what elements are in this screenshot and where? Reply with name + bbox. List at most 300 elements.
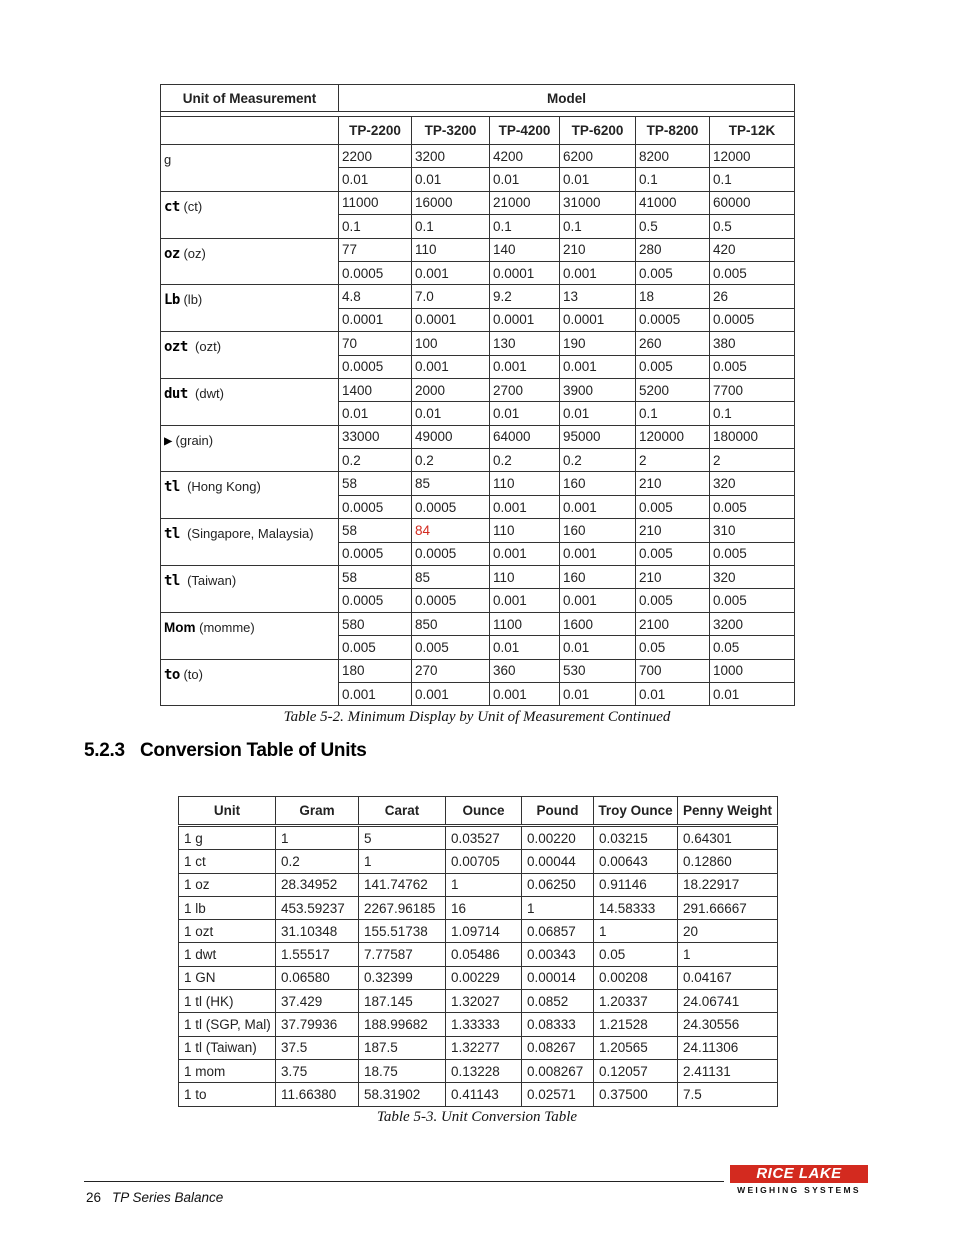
conversion-cell: 37.5 xyxy=(276,1036,359,1059)
conversion-cell: 14.58333 xyxy=(594,896,678,919)
capacity-cell: 2200 xyxy=(339,145,412,168)
resolution-cell: 0.005 xyxy=(710,495,795,518)
conversion-cell: 0.2 xyxy=(276,850,359,873)
model-header-cell: TP-4200 xyxy=(490,117,560,145)
resolution-cell: 0.001 xyxy=(560,589,636,612)
resolution-cell: 0.1 xyxy=(710,402,795,425)
conversion-cell: 1 xyxy=(276,826,359,850)
table-row xyxy=(161,378,795,401)
resolution-cell: 0.2 xyxy=(412,449,490,472)
resolution-cell: 0.001 xyxy=(412,355,490,378)
conversion-cell: 24.11306 xyxy=(678,1036,778,1059)
unit-cell xyxy=(161,191,339,238)
resolution-cell: 0.01 xyxy=(339,402,412,425)
capacity-cell: 140 xyxy=(490,238,560,261)
unit-cell xyxy=(161,425,339,472)
unit-display-symbol: ozt xyxy=(164,339,188,356)
capacity-cell: 41000 xyxy=(636,191,710,214)
model-header-cell: TP-6200 xyxy=(560,117,636,145)
conversion-cell: 1 xyxy=(446,873,522,896)
capacity-cell: 120000 xyxy=(636,425,710,448)
capacity-cell: 320 xyxy=(710,566,795,589)
capacity-cell: 110 xyxy=(412,238,490,261)
capacity-cell: 70 xyxy=(339,332,412,355)
capacity-cell: 180 xyxy=(339,659,412,682)
section-heading xyxy=(84,740,367,762)
model-header-cell: TP-12K xyxy=(710,117,795,145)
table-row xyxy=(179,1059,778,1082)
footer-rule xyxy=(84,1181,724,1182)
page-number: 26 xyxy=(86,1190,102,1205)
resolution-cell: 0.005 xyxy=(710,589,795,612)
resolution-cell: 0.0005 xyxy=(339,355,412,378)
resolution-cell: 0.01 xyxy=(490,168,560,191)
conversion-cell: 0.05 xyxy=(594,943,678,966)
conversion-cell: 5 xyxy=(359,826,446,850)
conversion-column-header: Unit xyxy=(179,797,276,826)
resolution-cell: 0.01 xyxy=(339,168,412,191)
conversion-cell: 1.32027 xyxy=(446,990,522,1013)
capacity-cell: 700 xyxy=(636,659,710,682)
unit-cell xyxy=(161,519,339,566)
capacity-cell: 4200 xyxy=(490,145,560,168)
conversion-column-header: Pound xyxy=(522,797,594,826)
conversion-cell: 37.429 xyxy=(276,990,359,1013)
conversion-cell: 28.34952 xyxy=(276,873,359,896)
capacity-cell: 160 xyxy=(560,472,636,495)
conversion-cell: 1.55517 xyxy=(276,943,359,966)
capacity-cell: 1600 xyxy=(560,612,636,635)
unit-display-symbol: tl xyxy=(164,526,180,543)
conversion-cell: 2267.96185 xyxy=(359,896,446,919)
conversion-cell: 0.00014 xyxy=(522,966,594,989)
conversion-cell: 0.00343 xyxy=(522,943,594,966)
conversion-cell: 1 xyxy=(678,943,778,966)
capacity-cell: 33000 xyxy=(339,425,412,448)
conversion-column-header: Ounce xyxy=(446,797,522,826)
resolution-cell: 0.01 xyxy=(490,636,560,659)
rice-lake-logo xyxy=(730,1165,870,1199)
resolution-cell: 0.5 xyxy=(636,215,710,238)
table-row xyxy=(179,990,778,1013)
unit-cell xyxy=(161,332,339,379)
resolution-cell: 0.0005 xyxy=(412,495,490,518)
conversion-cell: 0.00229 xyxy=(446,966,522,989)
capacity-cell: 6200 xyxy=(560,145,636,168)
resolution-cell: 0.005 xyxy=(636,589,710,612)
conversion-column-header: Penny Weight xyxy=(678,797,778,826)
resolution-cell: 0.0005 xyxy=(339,542,412,565)
capacity-cell: 13 xyxy=(560,285,636,308)
unit-name: (oz) xyxy=(179,245,206,261)
conversion-cell: 1.33333 xyxy=(446,1013,522,1036)
unit-display-symbol: tl xyxy=(164,573,180,590)
resolution-cell: 0.01 xyxy=(560,168,636,191)
capacity-cell: 95000 xyxy=(560,425,636,448)
model-header: Model xyxy=(339,85,795,112)
capacity-cell: 190 xyxy=(560,332,636,355)
conversion-cell: 0.00220 xyxy=(522,826,594,850)
resolution-cell: 0.1 xyxy=(560,215,636,238)
resolution-cell: 0.005 xyxy=(710,261,795,284)
capacity-cell: 21000 xyxy=(490,191,560,214)
conversion-cell: 1 lb xyxy=(179,896,276,919)
resolution-cell: 0.1 xyxy=(339,215,412,238)
resolution-cell: 0.01 xyxy=(710,682,795,705)
conversion-cell: 20 xyxy=(678,920,778,943)
unit-name: (ozt) xyxy=(187,339,222,355)
unit-display-symbol: Lb xyxy=(164,292,180,309)
resolution-cell: 0.01 xyxy=(560,636,636,659)
conversion-cell: 24.30556 xyxy=(678,1013,778,1036)
resolution-cell: 0.01 xyxy=(636,682,710,705)
unit-name: (grain) xyxy=(171,432,214,448)
resolution-cell: 0.0001 xyxy=(560,308,636,331)
resolution-cell: 0.005 xyxy=(636,355,710,378)
conversion-cell: 24.06741 xyxy=(678,990,778,1013)
capacity-cell: 26 xyxy=(710,285,795,308)
unit-cell xyxy=(161,612,339,659)
conversion-cell: 1 tl (HK) xyxy=(179,990,276,1013)
resolution-cell: 0.001 xyxy=(490,682,560,705)
capacity-cell: 12000 xyxy=(710,145,795,168)
capacity-cell: 160 xyxy=(560,519,636,542)
conversion-cell: 155.51738 xyxy=(359,920,446,943)
conversion-column-header: Carat xyxy=(359,797,446,826)
resolution-cell: 0.01 xyxy=(560,682,636,705)
capacity-cell: 130 xyxy=(490,332,560,355)
capacity-cell: 64000 xyxy=(490,425,560,448)
conversion-cell: 3.75 xyxy=(276,1059,359,1082)
capacity-cell: 100 xyxy=(412,332,490,355)
conversion-cell: 1.21528 xyxy=(594,1013,678,1036)
resolution-cell: 0.001 xyxy=(490,589,560,612)
logo-wordmark: RICE LAKE xyxy=(730,1165,868,1183)
resolution-cell: 0.005 xyxy=(339,636,412,659)
conversion-cell: 7.77587 xyxy=(359,943,446,966)
conversion-cell: 11.66380 xyxy=(276,1083,359,1106)
unit-cell xyxy=(161,238,339,285)
resolution-cell: 0.001 xyxy=(560,495,636,518)
conversion-cell: 0.00208 xyxy=(594,966,678,989)
resolution-cell: 0.0005 xyxy=(412,542,490,565)
capacity-cell: 5200 xyxy=(636,378,710,401)
capacity-cell: 420 xyxy=(710,238,795,261)
resolution-cell: 0.001 xyxy=(560,261,636,284)
capacity-cell: 84 xyxy=(412,519,490,542)
conversion-column-header: Gram xyxy=(276,797,359,826)
conversion-cell: 1 ct xyxy=(179,850,276,873)
resolution-cell: 0.2 xyxy=(490,449,560,472)
capacity-cell: 160 xyxy=(560,566,636,589)
table-row xyxy=(161,285,795,308)
resolution-cell: 0.001 xyxy=(412,682,490,705)
capacity-cell: 1400 xyxy=(339,378,412,401)
section-number: 5.2.3 xyxy=(84,740,125,761)
resolution-cell: 0.0005 xyxy=(339,261,412,284)
conversion-cell: 1 ozt xyxy=(179,920,276,943)
model-header-cell: TP-8200 xyxy=(636,117,710,145)
unit-name: (Taiwan) xyxy=(179,573,237,589)
conversion-cell: 0.0852 xyxy=(522,990,594,1013)
unit-name: (dwt) xyxy=(187,385,224,401)
unit-name: g xyxy=(164,152,172,167)
capacity-cell: 85 xyxy=(412,472,490,495)
resolution-cell: 0.05 xyxy=(710,636,795,659)
table-row xyxy=(179,920,778,943)
unit-display-symbol: ct xyxy=(164,198,180,215)
conversion-cell: 31.10348 xyxy=(276,920,359,943)
capacity-cell: 580 xyxy=(339,612,412,635)
resolution-cell: 0.001 xyxy=(490,355,560,378)
unit-display-symbol: dut xyxy=(164,385,188,402)
resolution-cell: 0.0001 xyxy=(412,308,490,331)
unit-display-symbol: ▶ xyxy=(164,432,172,449)
resolution-cell: 0.001 xyxy=(412,261,490,284)
conversion-cell: 0.03215 xyxy=(594,826,678,850)
resolution-cell: 0.005 xyxy=(636,542,710,565)
conversion-cell: 0.08267 xyxy=(522,1036,594,1059)
table-row xyxy=(179,943,778,966)
logo-tagline: WEIGHING SYSTEMS xyxy=(737,1185,861,1195)
resolution-cell: 0.0005 xyxy=(710,308,795,331)
capacity-cell: 260 xyxy=(636,332,710,355)
conversion-cell: 0.12860 xyxy=(678,850,778,873)
conversion-cell: 1 xyxy=(594,920,678,943)
capacity-cell: 110 xyxy=(490,519,560,542)
table-row xyxy=(179,826,778,850)
conversion-cell: 1 mom xyxy=(179,1059,276,1082)
model-header-cell: TP-3200 xyxy=(412,117,490,145)
capacity-cell: 2000 xyxy=(412,378,490,401)
conversion-cell: 0.37500 xyxy=(594,1083,678,1106)
resolution-cell: 0.001 xyxy=(560,355,636,378)
resolution-cell: 0.0005 xyxy=(636,308,710,331)
resolution-cell: 0.1 xyxy=(636,168,710,191)
capacity-cell: 360 xyxy=(490,659,560,682)
conversion-cell: 0.12057 xyxy=(594,1059,678,1082)
unit-display-symbol: Mom xyxy=(164,619,196,635)
table-row xyxy=(179,1013,778,1036)
capacity-cell: 110 xyxy=(490,472,560,495)
resolution-cell: 0.005 xyxy=(710,542,795,565)
conversion-cell: 0.06580 xyxy=(276,966,359,989)
unit-cell xyxy=(161,285,339,332)
unit-display-symbol: to xyxy=(164,666,180,683)
conversion-cell: 0.13228 xyxy=(446,1059,522,1082)
resolution-cell: 0.005 xyxy=(710,355,795,378)
resolution-cell: 2 xyxy=(636,449,710,472)
capacity-cell: 380 xyxy=(710,332,795,355)
resolution-cell: 2 xyxy=(710,449,795,472)
unit-name: (Hong Kong) xyxy=(179,479,261,495)
table-row xyxy=(161,332,795,355)
model-row-blank xyxy=(161,117,339,145)
conversion-cell: 141.74762 xyxy=(359,873,446,896)
conversion-column-header: Troy Ounce xyxy=(594,797,678,826)
resolution-cell: 0.001 xyxy=(490,495,560,518)
resolution-cell: 0.2 xyxy=(560,449,636,472)
conversion-cell: 453.59237 xyxy=(276,896,359,919)
conversion-cell: 1 g xyxy=(179,826,276,850)
unit-name: (momme) xyxy=(195,619,255,635)
unit-cell xyxy=(161,659,339,706)
conversion-cell: 1 xyxy=(522,896,594,919)
conversion-cell: 18.22917 xyxy=(678,873,778,896)
capacity-cell: 7.0 xyxy=(412,285,490,308)
table-row xyxy=(161,519,795,542)
conversion-cell: 1 oz xyxy=(179,873,276,896)
unit-name: (Singapore, Malaysia) xyxy=(179,526,314,542)
model-header-cell: TP-2200 xyxy=(339,117,412,145)
table-row xyxy=(161,612,795,635)
table-5-2-caption: Table 5-2. Minimum Display by Unit of Measurement Continued xyxy=(283,709,671,725)
resolution-cell: 0.0001 xyxy=(490,261,560,284)
conversion-cell: 0.64301 xyxy=(678,826,778,850)
unit-display-symbol: tl xyxy=(164,479,180,496)
capacity-cell: 3900 xyxy=(560,378,636,401)
conversion-cell: 1 GN xyxy=(179,966,276,989)
conversion-cell: 0.05486 xyxy=(446,943,522,966)
conversion-cell: 1 tl (Taiwan) xyxy=(179,1036,276,1059)
capacity-cell: 270 xyxy=(412,659,490,682)
unit-name: (ct) xyxy=(179,198,203,214)
resolution-cell: 0.0001 xyxy=(490,308,560,331)
conversion-cell: 2.41131 xyxy=(678,1059,778,1082)
conversion-cell: 187.5 xyxy=(359,1036,446,1059)
conversion-cell: 0.02571 xyxy=(522,1083,594,1106)
unit-name: (lb) xyxy=(179,292,203,308)
capacity-cell: 18 xyxy=(636,285,710,308)
table-row xyxy=(179,873,778,896)
unit-cell xyxy=(161,145,339,192)
conversion-cell: 1.20337 xyxy=(594,990,678,1013)
capacity-cell: 210 xyxy=(636,566,710,589)
resolution-cell: 0.0005 xyxy=(412,589,490,612)
footer-doc-title: TP Series Balance xyxy=(112,1190,224,1205)
table-row xyxy=(161,145,795,168)
conversion-cell: 1 dwt xyxy=(179,943,276,966)
conversion-cell: 0.32399 xyxy=(359,966,446,989)
conversion-cell: 37.79936 xyxy=(276,1013,359,1036)
capacity-cell: 530 xyxy=(560,659,636,682)
conversion-cell: 0.91146 xyxy=(594,873,678,896)
table-row xyxy=(179,966,778,989)
table-row xyxy=(161,472,795,495)
capacity-cell: 31000 xyxy=(560,191,636,214)
capacity-cell: 320 xyxy=(710,472,795,495)
resolution-cell: 0.0005 xyxy=(339,589,412,612)
unit-cell xyxy=(161,566,339,613)
capacity-cell: 3200 xyxy=(710,612,795,635)
table-row xyxy=(161,566,795,589)
unit-name: (to) xyxy=(179,666,203,682)
table-row xyxy=(161,238,795,261)
conversion-cell: 0.06857 xyxy=(522,920,594,943)
conversion-cell: 1.20565 xyxy=(594,1036,678,1059)
capacity-cell: 210 xyxy=(636,519,710,542)
capacity-cell: 49000 xyxy=(412,425,490,448)
minimum-display-table xyxy=(160,84,795,706)
capacity-cell: 3200 xyxy=(412,145,490,168)
capacity-cell: 110 xyxy=(490,566,560,589)
resolution-cell: 0.005 xyxy=(636,495,710,518)
table-row xyxy=(161,191,795,214)
capacity-cell: 1100 xyxy=(490,612,560,635)
unit-display-symbol: oz xyxy=(164,245,180,262)
resolution-cell: 0.0001 xyxy=(339,308,412,331)
resolution-cell: 0.1 xyxy=(636,402,710,425)
capacity-cell: 58 xyxy=(339,566,412,589)
table-row xyxy=(179,1036,778,1059)
resolution-cell: 0.5 xyxy=(710,215,795,238)
conversion-cell: 0.06250 xyxy=(522,873,594,896)
conversion-cell: 0.00705 xyxy=(446,850,522,873)
capacity-cell: 7700 xyxy=(710,378,795,401)
capacity-cell: 1000 xyxy=(710,659,795,682)
capacity-cell: 58 xyxy=(339,472,412,495)
conversion-cell: 0.41143 xyxy=(446,1083,522,1106)
resolution-cell: 0.001 xyxy=(560,542,636,565)
capacity-cell: 11000 xyxy=(339,191,412,214)
table-row xyxy=(179,850,778,873)
table-row xyxy=(161,659,795,682)
conversion-cell: 1 tl (SGP, Mal) xyxy=(179,1013,276,1036)
conversion-cell: 0.008267 xyxy=(522,1059,594,1082)
conversion-cell: 291.66667 xyxy=(678,896,778,919)
conversion-cell: 1 xyxy=(359,850,446,873)
capacity-cell: 58 xyxy=(339,519,412,542)
capacity-cell: 850 xyxy=(412,612,490,635)
resolution-cell: 0.005 xyxy=(412,636,490,659)
resolution-cell: 0.01 xyxy=(412,168,490,191)
resolution-cell: 0.05 xyxy=(636,636,710,659)
capacity-cell: 60000 xyxy=(710,191,795,214)
unit-conversion-table xyxy=(178,796,778,1107)
capacity-cell: 210 xyxy=(636,472,710,495)
table-row xyxy=(179,896,778,919)
capacity-cell: 8200 xyxy=(636,145,710,168)
resolution-cell: 0.2 xyxy=(339,449,412,472)
resolution-cell: 0.0005 xyxy=(339,495,412,518)
conversion-cell: 0.08333 xyxy=(522,1013,594,1036)
unit-cell xyxy=(161,472,339,519)
conversion-cell: 18.75 xyxy=(359,1059,446,1082)
resolution-cell: 0.1 xyxy=(412,215,490,238)
resolution-cell: 0.01 xyxy=(560,402,636,425)
capacity-cell: 16000 xyxy=(412,191,490,214)
conversion-cell: 58.31902 xyxy=(359,1083,446,1106)
resolution-cell: 0.1 xyxy=(490,215,560,238)
unit-of-measurement-header: Unit of Measurement xyxy=(161,85,339,112)
resolution-cell: 0.01 xyxy=(490,402,560,425)
capacity-cell: 2100 xyxy=(636,612,710,635)
capacity-cell: 310 xyxy=(710,519,795,542)
conversion-cell: 16 xyxy=(446,896,522,919)
conversion-cell: 1 to xyxy=(179,1083,276,1106)
capacity-cell: 280 xyxy=(636,238,710,261)
table-row xyxy=(179,1083,778,1106)
resolution-cell: 0.1 xyxy=(710,168,795,191)
conversion-cell: 0.00044 xyxy=(522,850,594,873)
conversion-cell: 1.32277 xyxy=(446,1036,522,1059)
unit-cell xyxy=(161,378,339,425)
capacity-cell: 180000 xyxy=(710,425,795,448)
conversion-cell: 0.04167 xyxy=(678,966,778,989)
capacity-cell: 4.8 xyxy=(339,285,412,308)
conversion-cell: 0.00643 xyxy=(594,850,678,873)
capacity-cell: 9.2 xyxy=(490,285,560,308)
